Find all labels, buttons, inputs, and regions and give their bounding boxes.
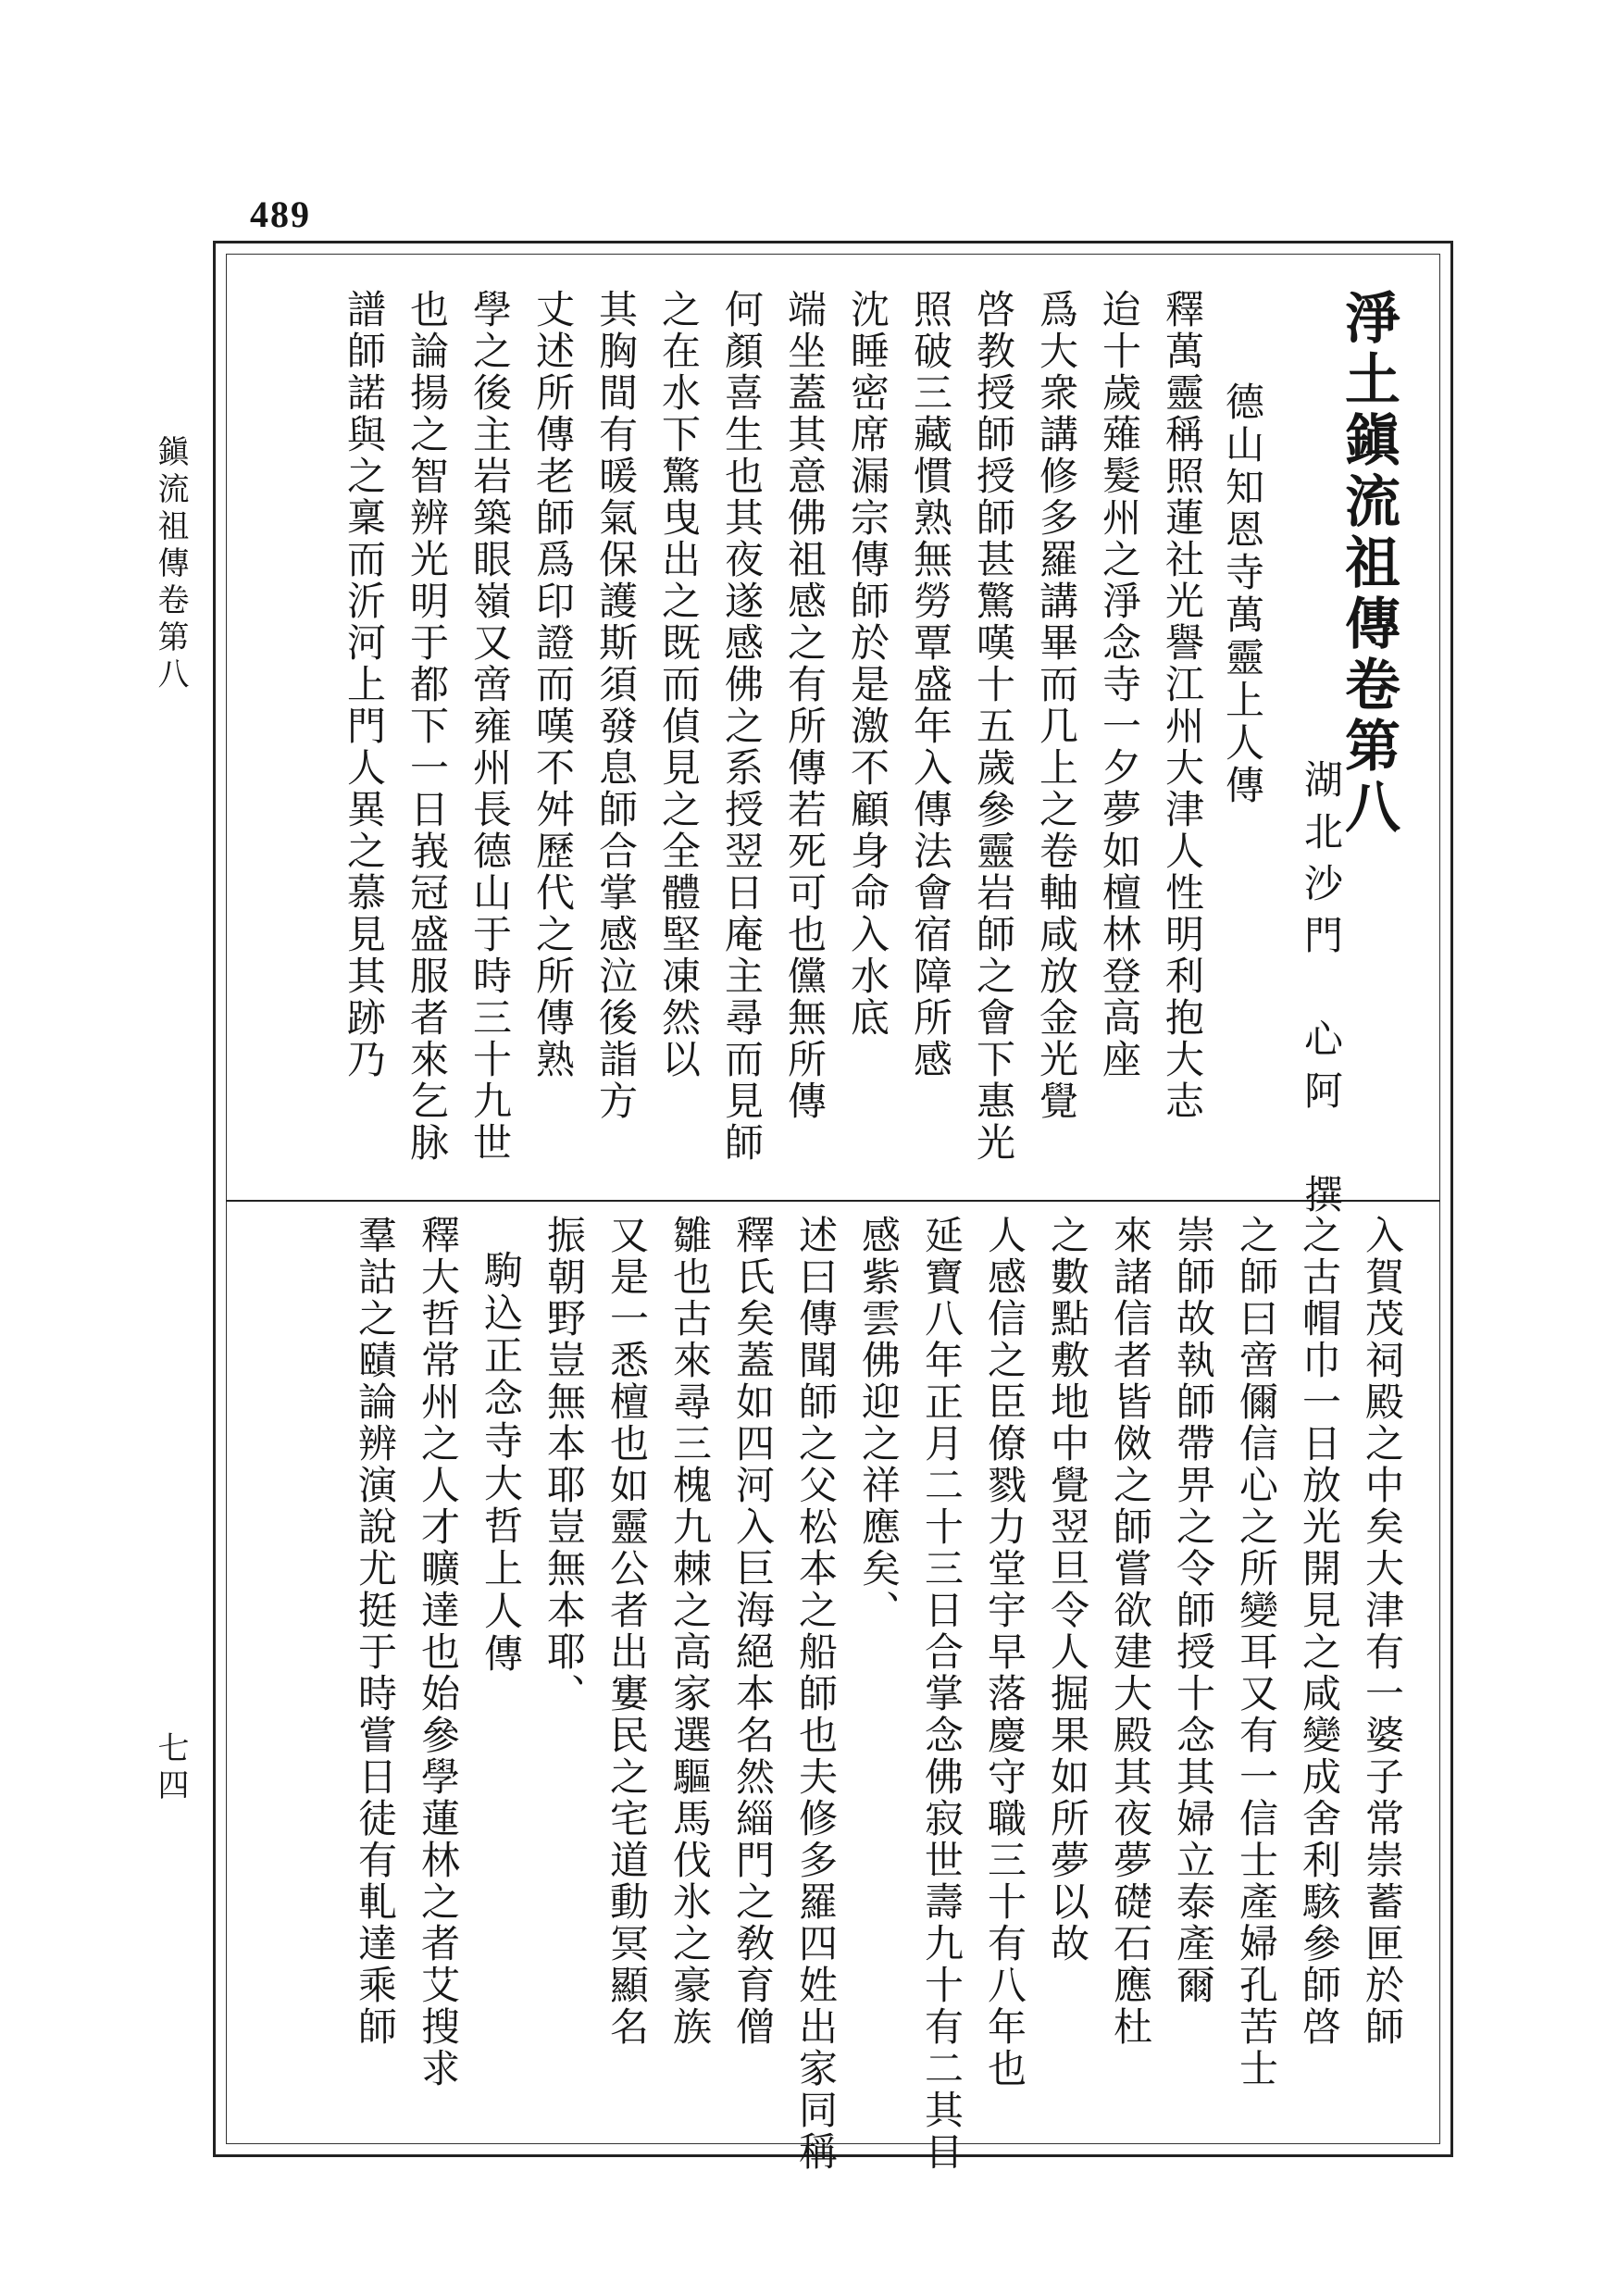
text-column: 爲大衆講修多羅講畢而几上之卷軸咸放金光覺	[1034, 289, 1079, 1122]
text-column: 也論揚之智辨光明于都下一日峩冠盛服者來乞脉	[404, 289, 450, 1164]
text-column: 又是一悉檀也如靈公者出寠民之宅道動冥顯名	[604, 1215, 650, 2048]
folio-number: 七四	[152, 1731, 189, 1805]
text-column: 啓教授師授師甚驚嘆十五歲參靈岩師之會下惠光	[971, 289, 1016, 1164]
author-line: 湖北沙門 心阿 撰	[1299, 759, 1344, 1226]
text-column: 學之後主岩築眼嶺又啻雍州長德山于時三十九世	[467, 289, 513, 1164]
text-column: 雛也古來尋三槐九棘之高家選驅馬伐氷之豪族	[667, 1215, 713, 2048]
text-column: 照破三藏慣熟無勞覃盛年入傳法會宿障所感	[908, 289, 953, 1080]
text-column: 迨十歲薙髮州之淨念寺一夕夢如檀林登高座	[1097, 289, 1142, 1080]
biography-heading: 駒込正念寺大哲上人傳	[479, 1250, 524, 1676]
text-column: 入賀茂祠殿之中矣大津有一婆子常崇蓄匣於師	[1360, 1215, 1405, 2048]
text-column: 感紫雲佛迎之祥應矣、	[856, 1215, 902, 1631]
text-column: 羣詁之賾論辨演說尤挺于時嘗日徒有軋達乘師	[353, 1215, 398, 2048]
text-column: 之師曰啻儞信心之所變耳又有一信士產婦孔苦士	[1234, 1215, 1279, 2090]
text-column: 端坐蓋其意佛祖感之有所傳若死可也儻無所傳	[782, 289, 828, 1122]
biography-heading: 德山知恩寺萬靈上人傳	[1220, 381, 1265, 807]
running-title: 鎭流祖傳卷第八	[152, 435, 189, 694]
text-column: 沈睡密席漏宗傳師於是激不顧身命入水底	[845, 289, 890, 1039]
text-column: 崇師故執師帶畀之令師授十念其婦立泰產爾	[1171, 1215, 1216, 2006]
text-column: 之在水下驚曳出之既而偵見之全體堅凍然以	[656, 289, 702, 1080]
text-column: 釋大哲常州之人才曠達也始參學蓮林之者艾搜求	[416, 1215, 461, 2090]
chapter-title: 淨土鎭流祖傳卷第八	[1336, 289, 1400, 839]
register-divider	[226, 1200, 1440, 1202]
text-column: 譜師諾與之稟而沂河上門人異之慕見其跡乃	[342, 289, 387, 1080]
text-column: 丈述所傳老師爲印證而嘆不舛歷代之所傳熟	[530, 289, 576, 1080]
text-column: 來諸信者皆傚之師嘗欲建大殿其夜夢礎石應杜	[1108, 1215, 1153, 2048]
text-column: 何顏喜生也其夜遂感佛之系授翌日庵主尋而見師	[719, 289, 765, 1164]
text-column: 之古帽巾一日放光開見之咸變成舍利駭參師啓	[1297, 1215, 1342, 2048]
text-column: 述曰傳聞師之父松本之船師也夫修多羅四姓出家同稱	[793, 1215, 839, 2173]
text-column: 之數點敷地中覺翌旦令人掘果如所夢以故	[1045, 1215, 1090, 1965]
text-column: 延寶八年正月二十三日合掌念佛寂世壽九十有二其日	[919, 1215, 965, 2173]
text-column: 釋氏矣蓋如四河入巨海絕本名然緇門之敎育僧	[730, 1215, 776, 2048]
text-column: 振朝野豈無本耶豈無本耶、	[541, 1215, 587, 1715]
text-column: 釋萬靈稱照蓮社光譽江州大津人性明利抱大志	[1160, 289, 1205, 1122]
text-column: 人感信之臣僚戮力堂宇早落慶守職三十有八年也	[982, 1215, 1027, 2090]
page-number: 489	[250, 193, 311, 235]
text-column: 其胸間有暖氣保護斯須發息師合掌感泣後詣方	[593, 289, 639, 1122]
